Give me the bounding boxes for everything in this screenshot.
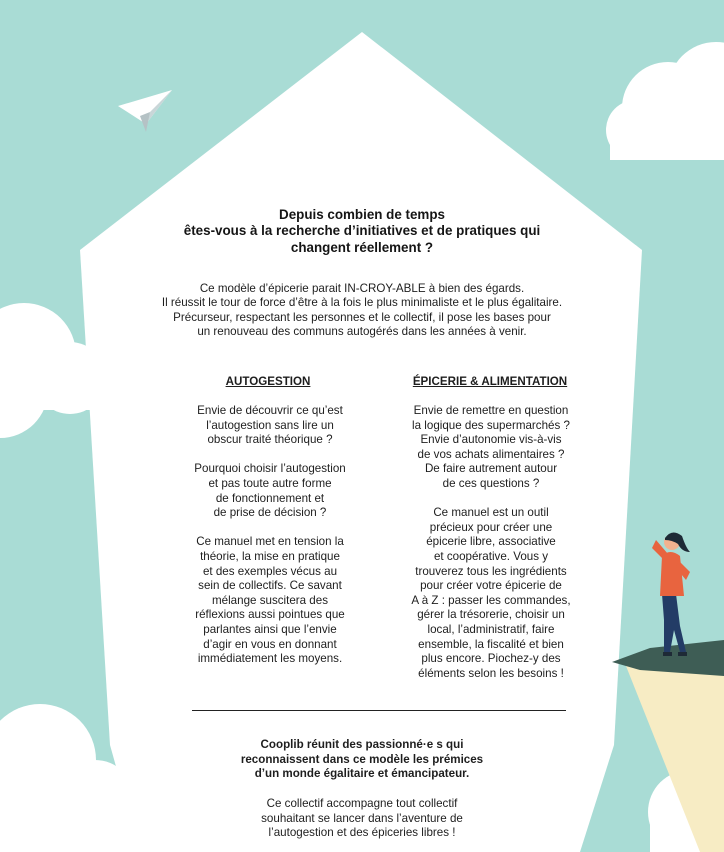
text-line: de vos achats alimentaires ? (417, 447, 565, 461)
intro-line: un renouveau des communs autogérés dans les années à venir. (197, 325, 527, 339)
column-heading-epicerie: ÉPICERIE & ALIMENTATION (412, 375, 568, 388)
column-heading-autogestion: AUTOGESTION (225, 375, 311, 388)
text-line: et des exemples vécus au (202, 564, 338, 578)
text-line: la logique des supermarchés ? (412, 418, 570, 432)
column-epicerie (382, 404, 600, 696)
text-line: obscur traité théorique ? (207, 433, 333, 447)
text-line: mélange suscitera des (212, 593, 328, 607)
paragraph (165, 535, 375, 666)
text-line: De faire autrement autour (424, 462, 558, 476)
text-line: Ce collectif accompagne tout collectif (266, 797, 458, 810)
headline-line: êtes-vous à la recherche d’initiatives et de pratiques qui (183, 223, 541, 239)
paragraph (382, 506, 600, 681)
text-line: gérer la trésorerie, choisir un (417, 608, 565, 622)
text-line: épicerie libre, associative (426, 535, 556, 549)
intro-line: Il réussit le tour de force d’être à la fois le plus minimaliste et le plus égalitaire. (161, 296, 563, 310)
text-line: éléments selon les besoins ! (418, 666, 564, 680)
text-line: d’un monde égalitaire et émancipateur. (254, 767, 470, 781)
intro-line: Ce modèle d’épicerie parait IN-CROY-ABLE à bien des égards. (199, 282, 525, 295)
intro-line: Précurseur, respectant les personnes et le collectif, il pose les bases pour (173, 310, 551, 324)
column-autogestion (165, 404, 375, 681)
text-line: et coopérative. Vous y (433, 549, 549, 563)
text-line: de ces questions ? (442, 476, 540, 490)
text-line: d’agir en vous en donnant (203, 637, 337, 651)
headline (150, 207, 574, 256)
text-line: Envie de découvrir ce qu’est (197, 404, 343, 417)
text-line: local, l’administratif, faire (427, 622, 555, 636)
headline-line: changent réellement ? (290, 239, 434, 255)
paragraph (165, 404, 375, 448)
cooplib-statement (220, 738, 504, 782)
text-line: ensemble, la fiscalité et bien (418, 637, 564, 651)
text-line: plus encore. Piochez-y des (421, 652, 561, 666)
text-line: Envie de remettre en question (413, 404, 569, 417)
text-line: théorie, la mise en pratique (200, 549, 340, 563)
paragraph (382, 404, 600, 492)
text-line: l’autogestion sans lire un (206, 418, 334, 432)
text-line: Ce manuel met en tension la (196, 535, 344, 549)
text-line: précieux pour créer une (429, 520, 553, 534)
text-line: Ce manuel est un outil (433, 506, 549, 520)
intro-paragraph (120, 282, 604, 340)
text-line: de fonctionnement et (215, 491, 325, 505)
paragraph (165, 462, 375, 520)
text-line: A à Z : passer les commandes, (411, 593, 571, 607)
text-line: immédiatement les moyens. (197, 652, 343, 666)
text-line: pour créer votre épicerie de (420, 579, 562, 593)
headline-line: Depuis combien de temps (279, 207, 445, 222)
text-line: trouverez tous les ingrédients (415, 564, 567, 578)
text-line: souhaitant se lancer dans l’aventure de (261, 811, 463, 825)
text-line: Envie d’autonomie vis-à-vis (420, 433, 562, 447)
text-line: Cooplib réunit des passionné·e s qui (260, 738, 464, 751)
text-line: l’autogestion et des épiceries libres ! (268, 826, 456, 840)
divider (192, 710, 566, 711)
text-line: Pourquoi choisir l’autogestion (194, 462, 346, 476)
cooplib-description (220, 797, 504, 841)
text-line: de prise de décision ? (213, 506, 327, 520)
text-line: reconnaissent dans ce modèle les prémices (240, 752, 484, 766)
text-line: parlantes ainsi que l’envie (203, 622, 337, 636)
text-line: et pas toute autre forme (208, 476, 332, 490)
text-line: sein de collectifs. Ce savant (198, 579, 342, 593)
text-line: réflexions aussi pointues que (195, 608, 345, 622)
